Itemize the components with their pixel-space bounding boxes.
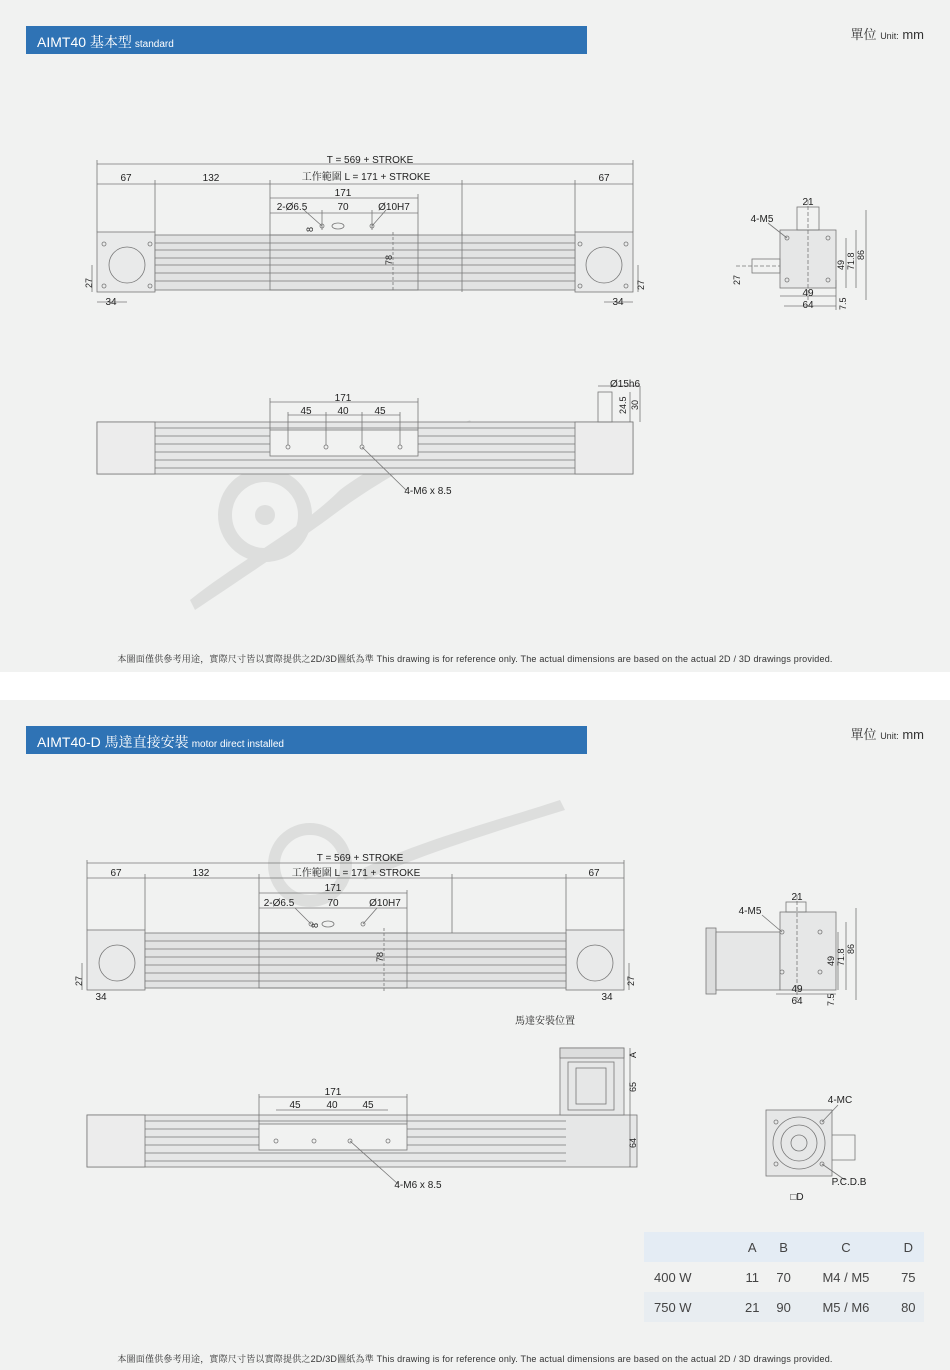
dim-left-end: 67 xyxy=(110,868,122,879)
bottom-view xyxy=(87,1048,637,1184)
dim-hole-pitch: 70 xyxy=(327,898,339,909)
dim-65: 65 xyxy=(628,1081,638,1092)
dim-8: 8 xyxy=(310,922,320,928)
bottom-shaft: Ø15h6 xyxy=(609,379,641,390)
bottom-h24_5: 24.5 xyxy=(618,396,628,414)
dim-work: 工作範圍 L = 171 + STROKE xyxy=(291,868,421,879)
section-title-bar xyxy=(26,726,587,754)
drawing-standard xyxy=(0,60,950,620)
side-view xyxy=(706,895,856,1000)
table-cell: 750 W xyxy=(644,1292,737,1322)
bottom-p2: 40 xyxy=(337,406,349,417)
bottom-carriage: 171 xyxy=(324,1087,342,1098)
table-header: C xyxy=(799,1232,892,1262)
section-divider xyxy=(0,672,950,700)
bottom-h30: 30 xyxy=(630,399,640,410)
dim-total: T = 569 + STROKE xyxy=(326,155,414,166)
table-cell: M4 / M5 xyxy=(799,1262,892,1292)
dim-hole-pitch: 70 xyxy=(337,202,349,213)
dim-left-gap: 132 xyxy=(192,868,210,879)
side-w21: 21 xyxy=(802,197,814,208)
table-row xyxy=(644,1262,924,1292)
disclaimer-note: 本圖面僅供參考用途，實際尺寸皆以實際提供之2D/3D圖紙為準 This drawing is for reference only. The actual dimensions are based on the actual 2D / 3D drawings provided. xyxy=(117,1354,833,1364)
table-row xyxy=(644,1292,924,1322)
bottom-carriage: 171 xyxy=(334,393,352,404)
dim-right-27: 27 xyxy=(626,975,636,986)
watermark-logo xyxy=(274,800,565,901)
bottom-tap: 4-M6 x 8.5 xyxy=(404,486,452,497)
side-w21: 21 xyxy=(791,892,803,903)
side-b7_5: 7.5 xyxy=(826,993,836,1006)
table-cell: 21 xyxy=(737,1292,768,1322)
side-h49: 49 xyxy=(826,955,836,966)
motor-spec-table xyxy=(644,1232,924,1322)
dim-left-34: 34 xyxy=(105,297,117,308)
section-title: AIMT40-D 馬達直接安裝 xyxy=(37,734,189,750)
unit-label: 單位 Unit: mm xyxy=(850,727,924,742)
dim-right-27: 27 xyxy=(636,279,646,290)
dim-a: A xyxy=(628,1051,638,1058)
side-b64: 64 xyxy=(791,996,803,1007)
bottom-p3: 45 xyxy=(362,1100,374,1111)
side-b7_5: 7.5 xyxy=(838,297,848,310)
table-cell: 80 xyxy=(893,1292,924,1322)
bottom-view xyxy=(97,386,640,490)
bottom-p1: 45 xyxy=(289,1100,301,1111)
dim-right-end: 67 xyxy=(598,173,610,184)
top-view xyxy=(82,860,629,992)
table-cell: 75 xyxy=(893,1262,924,1292)
side-h86: 86 xyxy=(856,249,866,260)
table-header-row xyxy=(644,1232,924,1262)
dim-carriage: 171 xyxy=(334,188,352,199)
dim-work: 工作範圍 L = 171 + STROKE xyxy=(301,172,431,183)
dim-8: 8 xyxy=(305,226,315,232)
side-h86: 86 xyxy=(846,943,856,954)
flange-pcd: P.C.D.B xyxy=(831,1177,867,1188)
bottom-p1: 45 xyxy=(300,406,312,417)
table-cell: 90 xyxy=(768,1292,799,1322)
dim-left-27: 27 xyxy=(84,277,94,288)
side-b49: 49 xyxy=(802,288,814,299)
section-title: AIMT40 基本型 xyxy=(37,34,132,50)
dim-78: 78 xyxy=(375,951,385,962)
side-b49: 49 xyxy=(791,984,803,995)
disclaimer-note: 本圖面僅供參考用途，實際尺寸皆以實際提供之2D/3D圖紙為準 This drawing is for reference only. The actual dimensions are based on the actual 2D / 3D drawings provided. xyxy=(117,654,833,664)
dim-left-end: 67 xyxy=(120,173,132,184)
dim-78: 78 xyxy=(384,254,394,265)
dim-holes: 2-Ø6.5 xyxy=(263,898,295,909)
table-header xyxy=(644,1232,737,1262)
side-h71_8: 71.8 xyxy=(846,252,856,270)
dim-carriage: 171 xyxy=(324,883,342,894)
table-cell: M5 / M6 xyxy=(799,1292,892,1322)
section-title-bar xyxy=(26,26,587,54)
table-cell: 400 W xyxy=(644,1262,737,1292)
side-h71_8: 71.8 xyxy=(836,948,846,966)
drawing-motor-direct xyxy=(0,760,950,1280)
unit-label: 單位 Unit: mm xyxy=(850,27,924,42)
section-subtitle: standard xyxy=(134,39,174,50)
side-tap: 4-M5 xyxy=(750,214,774,225)
bottom-p2: 40 xyxy=(326,1100,338,1111)
motor-position: 馬達安裝位置 xyxy=(515,1016,575,1027)
flange-view xyxy=(766,1105,855,1180)
dim-total: T = 569 + STROKE xyxy=(316,853,404,864)
flange-square: □D xyxy=(790,1192,804,1203)
table-header: D xyxy=(893,1232,924,1262)
panel-motor-direct xyxy=(0,700,950,1370)
bottom-p3: 45 xyxy=(374,406,386,417)
side-tap: 4-M5 xyxy=(738,906,762,917)
dim-left-gap: 132 xyxy=(202,173,220,184)
flange-tap: 4-MC xyxy=(827,1095,853,1106)
side-b64: 64 xyxy=(802,300,814,311)
dim-pin: Ø10H7 xyxy=(369,898,401,909)
dim-64: 64 xyxy=(628,1137,638,1148)
table-cell: 11 xyxy=(737,1262,768,1292)
dim-holes: 2-Ø6.5 xyxy=(276,202,308,213)
dim-right-end: 67 xyxy=(588,868,600,879)
dim-left-27: 27 xyxy=(74,975,84,986)
bottom-tap: 4-M6 x 8.5 xyxy=(394,1180,442,1191)
dim-pin: Ø10H7 xyxy=(378,202,410,213)
dim-right-34: 34 xyxy=(612,297,624,308)
dim-right-34: 34 xyxy=(601,992,613,1003)
table-header: A xyxy=(737,1232,768,1262)
panel-standard xyxy=(0,0,950,672)
side-h49: 49 xyxy=(836,259,846,270)
section-subtitle: motor direct installed xyxy=(191,739,284,750)
table-header: B xyxy=(768,1232,799,1262)
table-cell: 70 xyxy=(768,1262,799,1292)
side-w27: 27 xyxy=(732,274,742,285)
dim-left-34: 34 xyxy=(95,992,107,1003)
